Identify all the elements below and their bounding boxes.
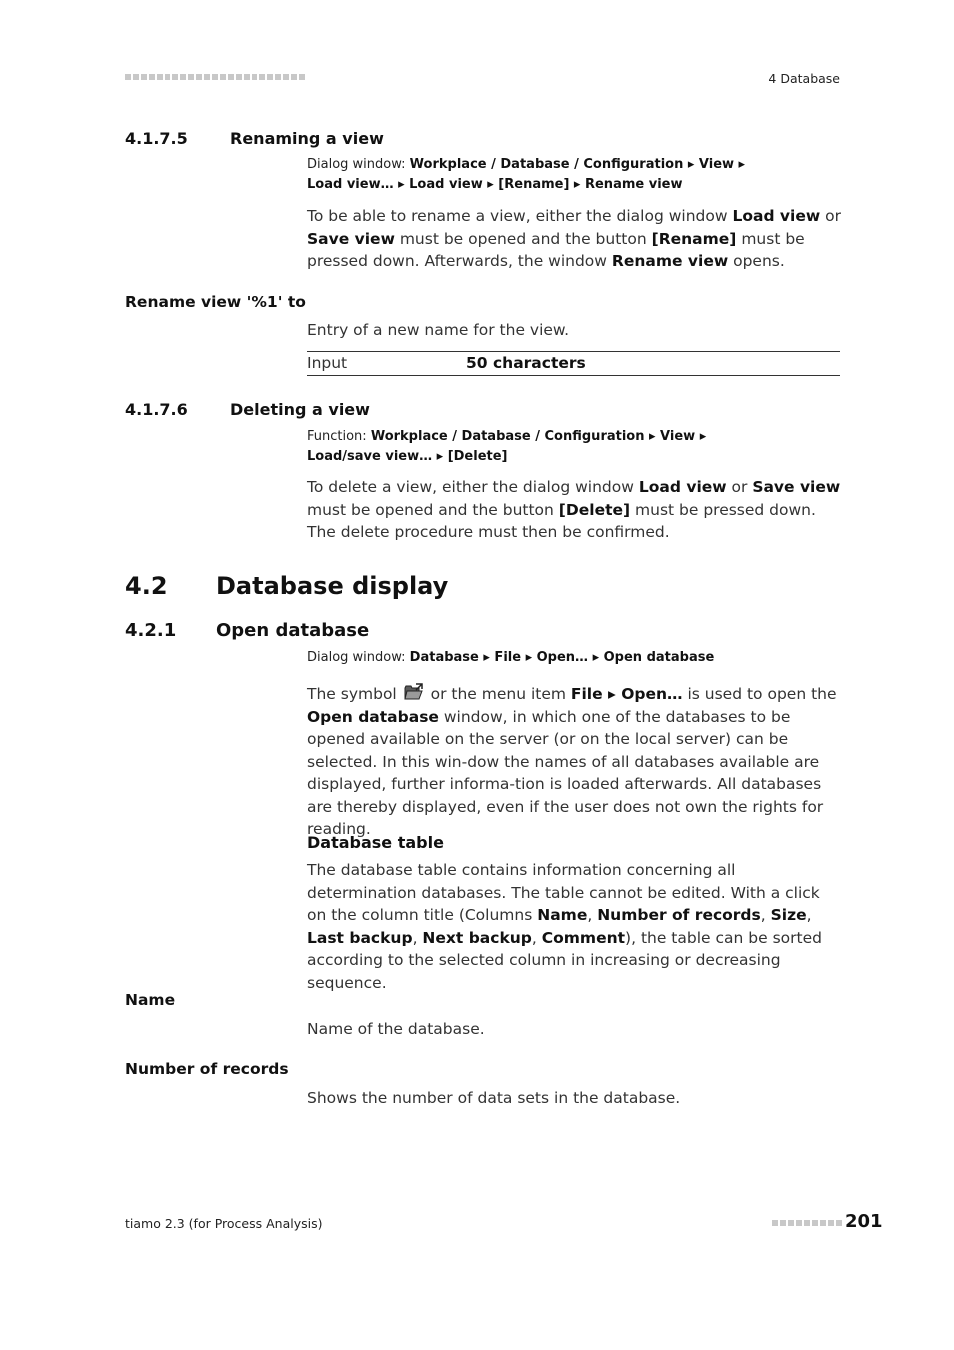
open-folder-icon <box>404 682 424 702</box>
text: To be able to rename a view, either the dialog window <box>307 207 733 225</box>
chapter-heading-42 <box>125 572 625 602</box>
input-value: 50 characters <box>466 354 586 372</box>
column-term: Size <box>770 906 807 924</box>
text: or <box>726 478 753 496</box>
ui-term: Save view <box>752 478 841 496</box>
subheading-database-table: Database table <box>307 833 444 852</box>
column-term: Number of records <box>597 906 761 924</box>
header-decoration <box>125 73 307 82</box>
text: opens. <box>728 252 785 270</box>
footer-decoration <box>772 1219 844 1226</box>
text: or the menu item <box>425 685 571 703</box>
ui-term: [Rename] <box>651 229 737 248</box>
function-path <box>307 427 767 467</box>
path-prefix: Function: <box>307 429 371 444</box>
text: is used to open the <box>682 685 837 703</box>
parameter-description: Shows the number of data sets in the database. <box>307 1089 681 1107</box>
separator: , <box>806 906 812 924</box>
ui-term: Open database <box>307 707 439 726</box>
parameter-description: Entry of a new name for the view. <box>307 321 570 339</box>
section-heading-421 <box>125 620 625 644</box>
parameter-term: Number of records <box>125 1060 289 1078</box>
text: window, in which one of the databases to be opened available on the server (or on the local server) can be selected. In this win-dow the names of all databases available are displayed, further informa-tion is loaded afterwards. All databases are thereby displayed, even if the user does not own the rights for reading. <box>307 707 824 838</box>
section-title: Database display <box>216 572 449 600</box>
section-number: 4.1.7.6 <box>125 400 188 419</box>
column-term: Next backup <box>422 928 532 947</box>
section-number: 4.2 <box>125 572 168 600</box>
path-prefix: Dialog window: <box>307 157 410 172</box>
paragraph <box>307 476 842 544</box>
text: must be opened and the button <box>394 229 652 248</box>
separator: , <box>531 928 542 947</box>
path-value: Workplace / Database / Configuration ▸ View ▸ Load view… ▸ Load view ▸ [Rename] ▸ Rename view <box>307 157 746 192</box>
text: must be opened and the button <box>307 500 559 519</box>
paragraph <box>307 682 842 841</box>
text: must be pressed down. The delete procedure must then be confirmed. <box>307 500 816 541</box>
ui-term: Load view <box>732 207 821 225</box>
ui-term: [Delete] <box>558 500 631 519</box>
section-title: Deleting a view <box>230 400 370 419</box>
path-value: Workplace / Database / Configuration ▸ View ▸ Load/save view… ▸ [Delete] <box>307 429 707 464</box>
parameter-table <box>307 351 840 376</box>
parameter-term: Name <box>125 991 176 1009</box>
separator: , <box>412 928 423 947</box>
footer-product: tiamo 2.3 (for Process Analysis) <box>125 1216 323 1231</box>
parameter-term: Rename view '%1' to <box>125 293 306 311</box>
ui-term: Rename view <box>611 252 729 270</box>
separator: , <box>587 906 598 924</box>
text: or <box>820 207 841 225</box>
separator: , <box>760 906 771 924</box>
chapter-header: 4 Database <box>768 71 840 86</box>
path-value: Database ▸ File ▸ Open… ▸ Open database <box>409 650 715 665</box>
section-title: Renaming a view <box>230 129 384 148</box>
dialog-path <box>307 648 827 668</box>
section-number: 4.1.7.5 <box>125 129 188 148</box>
text: To delete a view, either the dialog window <box>307 478 639 496</box>
path-prefix: Dialog window: <box>307 650 410 665</box>
text: must be pressed down. Afterwards, the window <box>307 229 805 270</box>
page-number: 201 <box>845 1211 883 1232</box>
section-title: Open database <box>216 620 370 641</box>
paragraph <box>307 205 842 273</box>
dialog-path <box>307 155 767 195</box>
section-heading-4176 <box>125 400 525 422</box>
parameter-description: Name of the database. <box>307 1020 485 1038</box>
text: The symbol <box>307 685 402 703</box>
ui-term: File ▸ Open… <box>570 685 683 703</box>
column-term: Last backup <box>307 928 413 947</box>
section-number: 4.2.1 <box>125 620 177 641</box>
input-label: Input <box>307 354 348 372</box>
column-term: Name <box>537 906 588 924</box>
section-heading-4175 <box>125 129 525 151</box>
ui-term: Load view <box>638 478 727 496</box>
text: ), the table can be sorted according to the selected column in increasing or decreasing sequence. <box>307 928 822 992</box>
column-term: Comment <box>541 928 626 947</box>
ui-term: Save view <box>307 229 395 248</box>
paragraph <box>307 859 842 994</box>
text: The database table contains information concerning all determination databases. The table cannot be edited. With a click on the column title (Columns <box>307 861 820 924</box>
